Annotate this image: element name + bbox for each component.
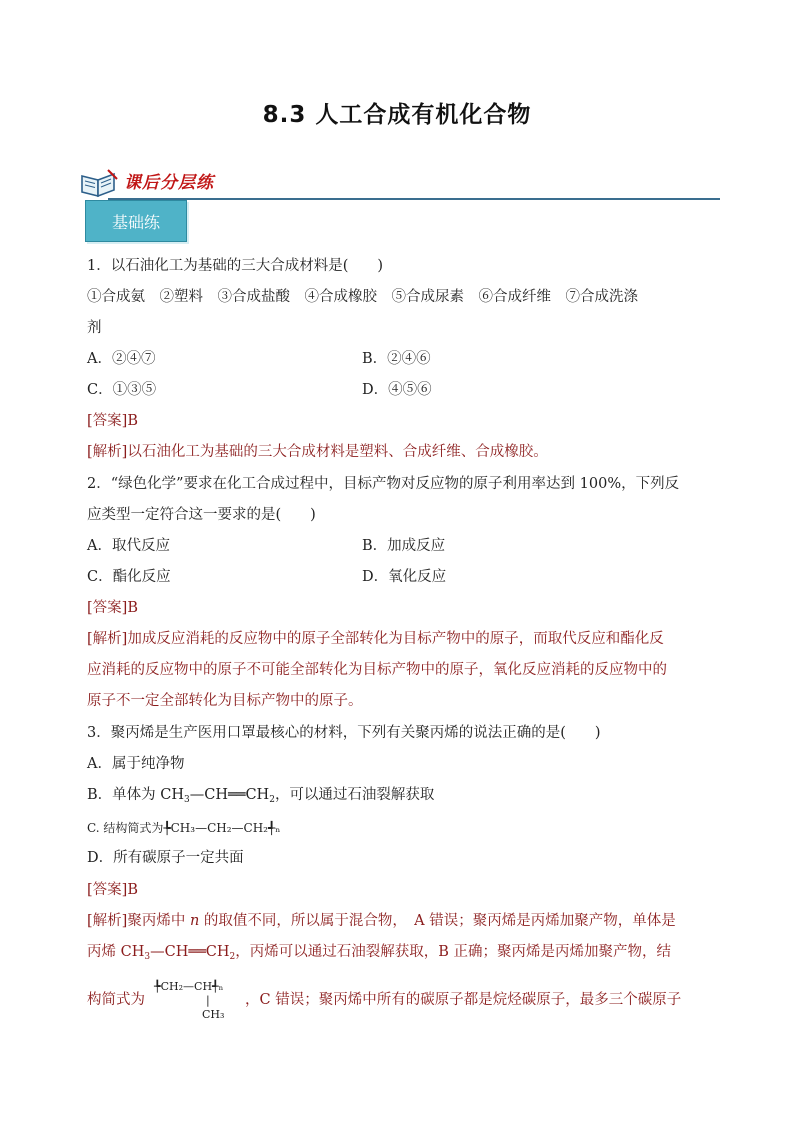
page-title: 8.3 人工合成有机化合物	[262, 102, 532, 128]
variable-n: n	[189, 913, 200, 929]
q3-option-b-mid: —CH══CH	[189, 787, 270, 803]
q3-analysis-text: 丙烯 CH	[87, 944, 145, 960]
q3-option-b-post: ，可以通过石油裂解获取	[274, 787, 435, 803]
structure-bond: |	[206, 994, 210, 1007]
q2-analysis-line2: 应消耗的反应物中的原子不可能全部转化为目标产物中的原子，氧化反应消耗的反应物中的	[87, 662, 667, 678]
open-book-icon	[78, 168, 120, 198]
section-divider	[108, 198, 720, 200]
q2-analysis-line3: 原子不一定全部转化为目标产物中的原子。	[87, 693, 363, 709]
q3-analysis-text: ，丙烯可以通过石油裂解获取，B 正确；聚丙烯是丙烯加聚产物，结	[235, 944, 672, 960]
subscript: 2	[269, 795, 275, 805]
q3-stem: 3．聚丙烯是生产医用口罩最核心的材料，下列有关聚丙烯的说法正确的是( )	[87, 725, 601, 741]
q2-option-a: A．取代反应	[87, 538, 170, 554]
q3-analysis-text: [解析]聚丙烯中	[87, 913, 186, 929]
q1-option-a: A．②④⑦	[87, 351, 156, 367]
q1-items-wrap: 剂	[87, 320, 102, 336]
q2-option-d: D．氧化反应	[362, 569, 447, 585]
q2-stem-line1: 2．“绿色化学”要求在化工合成过程中，目标产物对反应物的原子利用率达到 100%，下列反	[87, 476, 680, 492]
q2-answer: [答案]B	[87, 600, 138, 616]
q3-answer: [答案]B	[87, 882, 138, 898]
structure-chain: ╄CH₂—CH╃ₙ	[154, 980, 224, 993]
q1-stem: 1．以石油化工为基础的三大合成材料是( )	[87, 258, 384, 274]
q1-option-b: B．②④⑥	[362, 351, 431, 367]
q1-items: ①合成氨 ②塑料 ③合成盐酸 ④合成橡胶 ⑤合成尿素 ⑥合成纤维 ⑦合成洗涤	[87, 289, 638, 305]
q2-stem-line2: 应类型一定符合这一要求的是( )	[87, 507, 316, 523]
q3-analysis-text: 的取值不同，所以属于混合物， A 错误；聚丙烯是丙烯加聚产物，单体是	[203, 913, 676, 929]
q1-option-c: C．①③⑤	[87, 382, 157, 398]
q1-option-d: D．④⑤⑥	[362, 382, 432, 398]
q3-analysis-line2	[87, 942, 671, 967]
section-header	[78, 166, 720, 198]
structure-methyl: CH₃	[202, 1008, 225, 1021]
q1-answer: [答案]B	[87, 413, 138, 429]
q3-option-c-pre: C. 结构简式为	[87, 821, 164, 835]
q1-analysis: [解析]以石油化工为基础的三大合成材料是塑料、合成纤维、合成橡胶。	[87, 444, 548, 460]
q3-option-b-pre: B．单体为 CH	[87, 787, 185, 803]
q2-analysis-line1: [解析]加成反应消耗的反应物中的原子全部转化为目标产物中的原子，而取代反应和酯化反	[87, 631, 664, 647]
q3-option-c	[87, 818, 280, 838]
q3-option-b	[87, 785, 434, 810]
subscript: 2	[229, 952, 236, 962]
q3-analysis-line1	[87, 911, 676, 931]
section-title: 课后分层练	[124, 173, 214, 193]
subscript: 3	[184, 795, 190, 805]
q2-option-b: B．加成反应	[362, 538, 446, 554]
polypropylene-structure	[152, 980, 242, 1026]
level-badge: 基础练	[85, 200, 187, 242]
q2-option-c: C．酯化反应	[87, 569, 171, 585]
subscript: 3	[144, 952, 151, 962]
q3-option-c-formula: ╄CH₃—CH₂—CH₂╃ₙ	[163, 821, 281, 835]
q3-analysis-line3-post: ，C 错误；聚丙烯中所有的碳原子都是烷烃碳原子，最多三个碳原子	[245, 992, 682, 1008]
q3-analysis-text: —CH══CH	[150, 944, 230, 960]
q3-option-a: A．属于纯净物	[87, 756, 185, 772]
q3-analysis-line3-pre: 构简式为	[87, 992, 145, 1008]
q3-option-d: D．所有碳原子一定共面	[87, 850, 244, 866]
